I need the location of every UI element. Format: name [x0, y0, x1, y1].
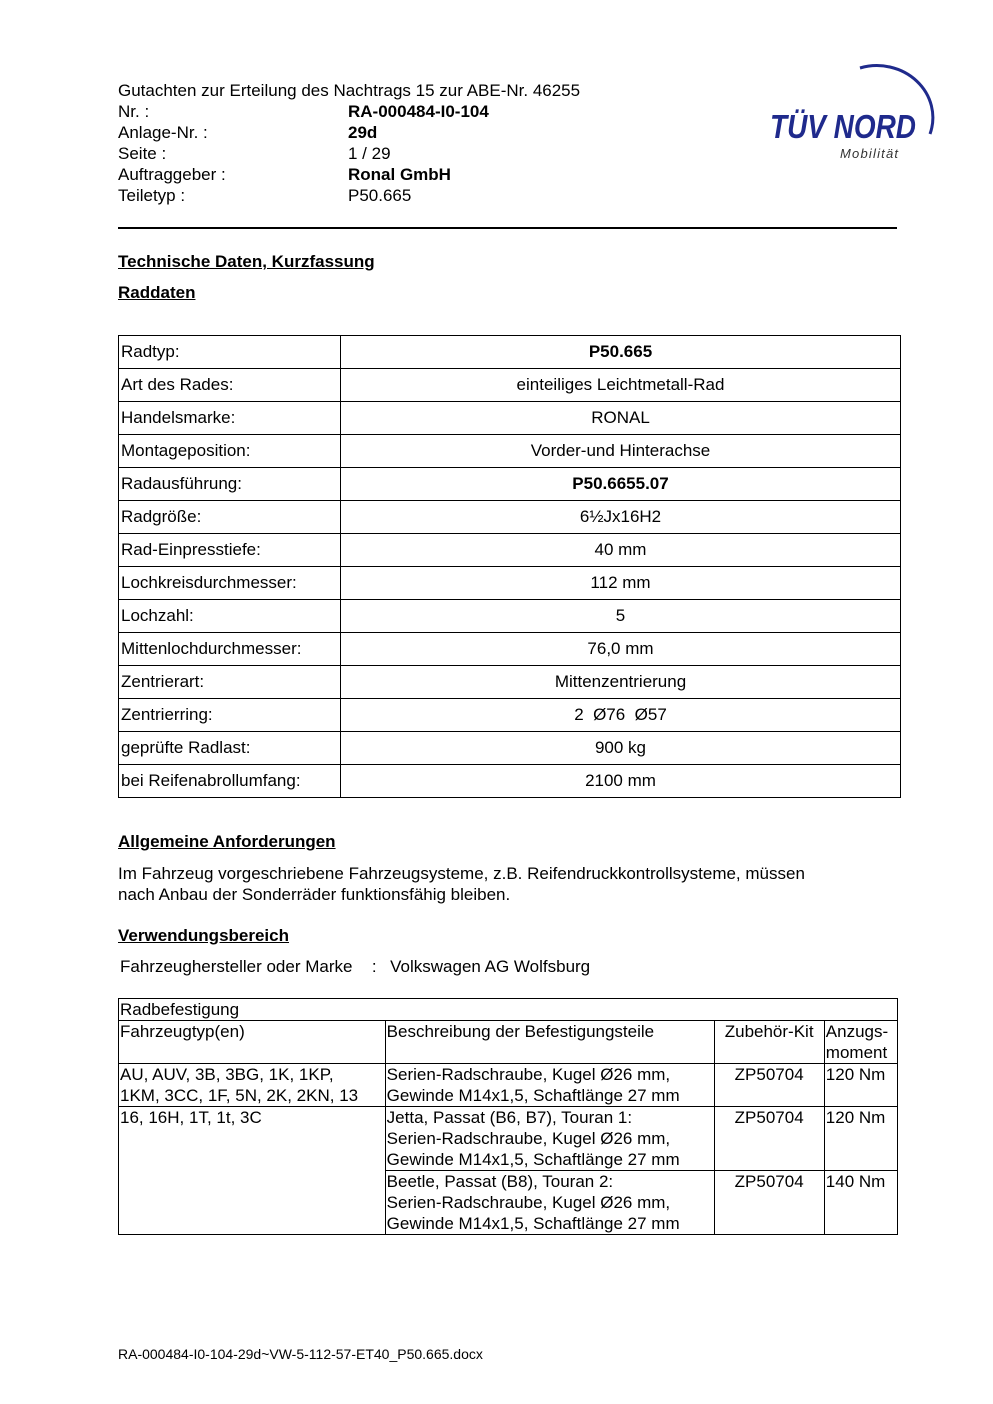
- cell-value: 2 Ø76 Ø57: [341, 699, 901, 732]
- cell-value: Vorder-und Hinterachse: [341, 435, 901, 468]
- header-value: RA-000484-I0-104: [348, 102, 489, 121]
- cell-key: Handelsmarke:: [119, 402, 341, 435]
- text-line: Beetle, Passat (B8), Touran 2:: [386, 1172, 614, 1191]
- cell-key: Mittenlochdurchmesser:: [119, 633, 341, 666]
- text-line: 16, 16H, 1T, 1t, 3C: [120, 1108, 262, 1127]
- table-row: [119, 1064, 898, 1107]
- cell-value: 5: [341, 600, 901, 633]
- table-row: [119, 369, 901, 402]
- table-row: [119, 435, 901, 468]
- table-row: [119, 336, 901, 369]
- document-title: Gutachten zur Erteilung des Nachtrags 15 zur ABE-Nr. 46255: [118, 81, 581, 100]
- cell-value: 112 mm: [341, 567, 901, 600]
- cell-value: 6½Jx16H2: [341, 501, 901, 534]
- table-header-row: [119, 1021, 898, 1064]
- torque-cell: 140 Nm: [824, 1171, 897, 1235]
- general-requirements-text: [118, 863, 898, 905]
- text-line: nach Anbau der Sonderräder funktionsfähig bleiben.: [118, 885, 511, 904]
- cell-key: Lochzahl:: [119, 600, 341, 633]
- cell-value: P50.665: [341, 336, 901, 369]
- fastening-table: [118, 998, 898, 1235]
- logo-brand-text: TÜV NORD: [770, 108, 916, 145]
- table-caption-row: [119, 999, 898, 1021]
- table-row: [119, 600, 901, 633]
- text-line: Serien-Radschraube, Kugel Ø26 mm,: [386, 1129, 671, 1148]
- section-heading-usage: Verwendungsbereich: [118, 926, 289, 945]
- table-row: [119, 501, 901, 534]
- cell-value: 900 kg: [341, 732, 901, 765]
- cell-value: 40 mm: [341, 534, 901, 567]
- header-row-nr: [118, 101, 580, 122]
- cell-value: 2100 mm: [341, 765, 901, 798]
- text-line: Gewinde M14x1,5, Schaftlänge 27 mm: [386, 1214, 680, 1233]
- document-header: [118, 80, 580, 206]
- text-line: Serien-Radschraube, Kugel Ø26 mm,: [386, 1193, 671, 1212]
- section-heading-general: Allgemeine Anforderungen: [118, 832, 336, 851]
- cell-key: Zentrierring:: [119, 699, 341, 732]
- header-key: Anlage-Nr. :: [118, 123, 208, 142]
- kit-cell: ZP50704: [714, 1107, 824, 1171]
- description-cell: [385, 1171, 714, 1235]
- vehicle-types-cell: [119, 1107, 386, 1235]
- cell-key: Radausführung:: [119, 468, 341, 501]
- cell-key: Rad-Einpresstiefe:: [119, 534, 341, 567]
- text-line: Serien-Radschraube, Kugel Ø26 mm,: [386, 1065, 671, 1084]
- header-line: moment: [825, 1043, 888, 1062]
- header-line: Anzugs-: [825, 1022, 889, 1041]
- cell-key: Montageposition:: [119, 435, 341, 468]
- cell-value: P50.6655.07: [341, 468, 901, 501]
- vehicle-types-cell: [119, 1064, 386, 1107]
- header-value: 29d: [348, 123, 378, 142]
- logo-sub-text: Mobilität: [840, 146, 900, 161]
- cell-key: Zentrierart:: [119, 666, 341, 699]
- header-row-auftraggeber: [118, 164, 580, 185]
- cell-key: bei Reifenabrollumfang:: [119, 765, 341, 798]
- table-caption: Radbefestigung: [119, 999, 898, 1021]
- cell-key: Radtyp:: [119, 336, 341, 369]
- header-key: Nr. :: [118, 102, 150, 121]
- header-value: Ronal GmbH: [348, 165, 451, 184]
- header-row-teiletyp: [118, 185, 580, 206]
- header-key: Teiletyp :: [118, 186, 186, 205]
- column-header: Zubehör-Kit: [714, 1021, 824, 1064]
- cell-key: Art des Rades:: [119, 369, 341, 402]
- text-line: Im Fahrzeug vorgeschriebene Fahrzeugsysteme, z.B. Reifendruckkontrollsysteme, müssen: [118, 864, 805, 883]
- header-key: Auftraggeber :: [118, 165, 226, 184]
- text-line: AU, AUV, 3B, 3BG, 1K, 1KP,: [120, 1065, 334, 1084]
- cell-value: einteiliges Leichtmetall-Rad: [341, 369, 901, 402]
- cell-value: Mittenzentrierung: [341, 666, 901, 699]
- header-row-anlage: [118, 122, 580, 143]
- table-row: [119, 732, 901, 765]
- text-line: 1KM, 3CC, 1F, 5N, 2K, 2KN, 13: [120, 1086, 359, 1105]
- footer-filename: RA-000484-I0-104-29d~VW-5-112-57-ET40_P50.665.docx: [118, 1346, 483, 1362]
- text-line: Gewinde M14x1,5, Schaftlänge 27 mm: [386, 1150, 680, 1169]
- cell-value: 76,0 mm: [341, 633, 901, 666]
- header-divider: [118, 227, 897, 229]
- manufacturer-separator: :: [371, 957, 377, 976]
- description-cell: [385, 1064, 714, 1107]
- section-heading-raddaten: Raddaten: [118, 283, 196, 302]
- kit-cell: ZP50704: [714, 1171, 824, 1235]
- table-row: [119, 534, 901, 567]
- column-header: Fahrzeugtyp(en): [119, 1021, 386, 1064]
- manufacturer-line: [120, 957, 590, 977]
- torque-cell: 120 Nm: [824, 1107, 897, 1171]
- table-row: [119, 666, 901, 699]
- column-header: Beschreibung der Befestigungsteile: [385, 1021, 714, 1064]
- table-row: [119, 567, 901, 600]
- text-line: Jetta, Passat (B6, B7), Touran 1:: [386, 1108, 633, 1127]
- cell-key: geprüfte Radlast:: [119, 732, 341, 765]
- description-cell: [385, 1107, 714, 1171]
- table-row: [119, 765, 901, 798]
- manufacturer-value: Volkswagen AG Wolfsburg: [390, 957, 591, 976]
- table-row: [119, 633, 901, 666]
- manufacturer-label: Fahrzeughersteller oder Marke: [120, 957, 353, 976]
- header-value: 1 / 29: [348, 144, 391, 163]
- column-header-torque: [824, 1021, 897, 1064]
- cell-key: Lochkreisdurchmesser:: [119, 567, 341, 600]
- header-row-seite: [118, 143, 580, 164]
- table-row: [119, 699, 901, 732]
- table-row: [119, 1107, 898, 1171]
- header-key: Seite :: [118, 144, 167, 163]
- cell-value: RONAL: [341, 402, 901, 435]
- kit-cell: ZP50704: [714, 1064, 824, 1107]
- table-row: [119, 402, 901, 435]
- torque-cell: 120 Nm: [824, 1064, 897, 1107]
- header-value: P50.665: [348, 186, 412, 205]
- tuv-nord-logo: [768, 60, 944, 170]
- wheel-data-table: [118, 335, 901, 798]
- cell-key: Radgröße:: [119, 501, 341, 534]
- table-row: [119, 468, 901, 501]
- text-line: Gewinde M14x1,5, Schaftlänge 27 mm: [386, 1086, 680, 1105]
- section-heading-tech: Technische Daten, Kurzfassung: [118, 252, 375, 271]
